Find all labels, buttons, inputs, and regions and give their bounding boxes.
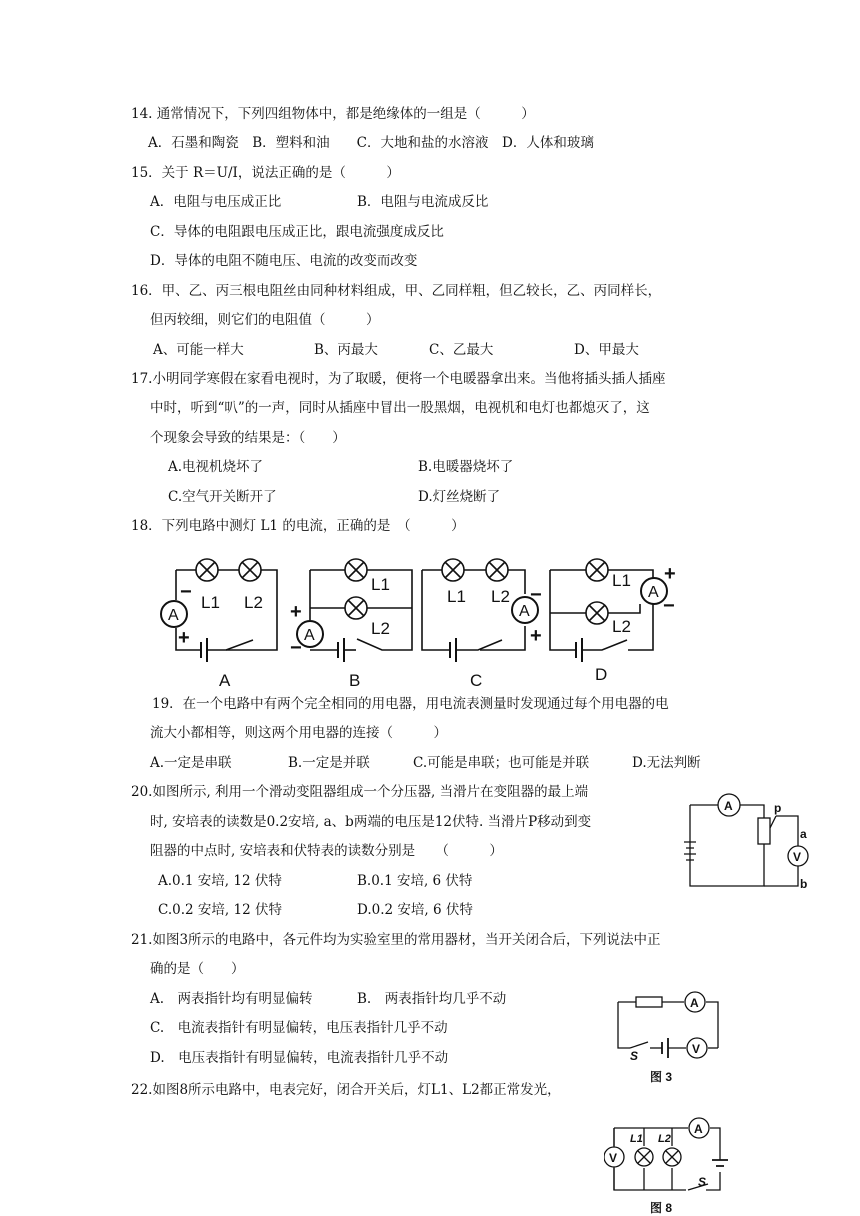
- q21-switch-label: S: [630, 1049, 639, 1063]
- q20-b-label: b: [800, 877, 808, 891]
- q17-stem-line1: 17.小明同学寒假在家看电视时，为了取暖，便将一个电暖器拿出来。当他将插头插人插座: [131, 371, 666, 387]
- q18-a-l2-label: L2: [244, 593, 263, 612]
- q15-option-d: D．导体的电阻不随电压、电流的改变而改变: [150, 253, 418, 269]
- q20-voltmeter-label: V: [793, 850, 802, 864]
- svg-text:+: +: [178, 627, 190, 649]
- q21-stem-line2: 确的是（ ）: [150, 961, 245, 977]
- q18-d-l1-label: L1: [612, 571, 631, 590]
- q15-option-b: B．电阻与电流成反比: [357, 194, 489, 210]
- q18-a-figure-label: A: [219, 671, 231, 690]
- q18-stem: 18．下列电路中测灯 L1 的电流，正确的是 （ ）: [131, 518, 465, 534]
- q17-option-a: A.电视机烧坏了: [168, 459, 264, 475]
- q20-stem-line3: 阻器的中点时, 安培表和伏特表的读数分别是 （ ）: [150, 843, 503, 859]
- q20-stem-line1: 20.如图所示, 利用一个滑动变阻器组成一个分压器, 当滑片在变阻器的最上端: [131, 784, 589, 800]
- svg-text:−: −: [530, 584, 542, 606]
- q20-a-label: a: [800, 827, 807, 841]
- q20-p-label: p: [774, 801, 782, 815]
- q19-option-c: C.可能是串联；也可能是并联: [413, 755, 590, 771]
- q20-option-c: C.0.2 安培, 12 伏特: [158, 902, 282, 918]
- svg-text:−: −: [290, 637, 302, 659]
- q18-b-l1-label: L1: [371, 575, 390, 594]
- q18-circuit-b: [297, 559, 412, 662]
- svg-text:−: −: [180, 581, 192, 603]
- q18-c-l1-label: L1: [447, 587, 466, 606]
- q19-option-a: A.一定是串联: [150, 755, 232, 771]
- q21-option-a: A. 两表指针均有明显偏转: [150, 991, 313, 1007]
- q17-option-d: D.灯丝烧断了: [418, 489, 501, 505]
- q22-switch-label: S: [698, 1175, 707, 1189]
- q21-stem-line1: 21.如图3所示的电路中，各元件均为实验室里的常用器材，当开关闭合后，下列说法中正: [131, 932, 661, 948]
- q18-c-l2-label: L2: [491, 587, 510, 606]
- q21-figure-3: [608, 990, 732, 1086]
- q15-stem: 15．关于 R＝U/I，说法正确的是（ ）: [131, 165, 400, 181]
- q18-d-figure-label: D: [595, 665, 608, 684]
- q21-figure-caption: 图 3: [650, 1070, 673, 1084]
- svg-text:+: +: [290, 601, 302, 623]
- q20-option-a: A.0.1 安培, 12 伏特: [158, 873, 282, 889]
- q18-b-figure-label: B: [349, 671, 361, 690]
- q18-circuit-d: [550, 559, 667, 662]
- q18-b-meter-label: A: [304, 627, 315, 644]
- q17-stem-line2: 中时，听到“叭”的一声，同时从插座中冒出一股黑烟，电视机和电灯也都熄灭了，这: [150, 400, 650, 416]
- q22-l2-label: L2: [658, 1133, 671, 1145]
- q16-option-a: A、可能一样大: [153, 342, 244, 358]
- q21-ammeter-label: A: [690, 996, 699, 1010]
- q19-stem-line1: 19．在一个电路中有两个完全相同的用电器，用电流表测量时发现通过每个用电器的电: [152, 696, 669, 712]
- q20-ammeter-label: A: [724, 799, 733, 813]
- svg-text:+: +: [664, 563, 676, 585]
- q18-c-figure-label: C: [470, 671, 483, 690]
- q14-stem: 14. 通常情况下，下列四组物体中，都是绝缘体的一组是（ ）: [131, 106, 535, 122]
- q22-figure-8: [604, 1112, 736, 1216]
- svg-text:−: −: [663, 595, 675, 617]
- q16-stem-line1: 16．甲、乙、丙三根电阻丝由同种材料组成，甲、乙同样粗，但乙较长，乙、丙同样长，: [131, 283, 662, 299]
- q22-figure-caption: 图 8: [650, 1201, 673, 1215]
- q18-circuit-figures: [150, 548, 690, 690]
- q16-option-b: B、丙最大: [314, 342, 378, 358]
- svg-text:+: +: [530, 625, 542, 647]
- q15-option-c: C．导体的电阻跟电压成正比，跟电流强度成反比: [150, 224, 444, 240]
- q16-option-d: D、甲最大: [574, 342, 639, 358]
- q18-a-meter-label: A: [168, 607, 179, 624]
- q20-option-b: B.0.1 安培, 6 伏特: [357, 873, 473, 889]
- q20-stem-line2: 时, 安培表的读数是0.2安培, a、b两端的电压是12伏特. 当滑片P移动到变: [150, 814, 592, 830]
- q19-option-b: B.一定是并联: [288, 755, 370, 771]
- q18-b-l2-label: L2: [371, 619, 390, 638]
- q22-ammeter-label: A: [694, 1122, 703, 1136]
- q18-d-l2-label: L2: [612, 617, 631, 636]
- q19-stem-line2: 流大小都相等，则这两个用电器的连接（ ）: [150, 725, 447, 741]
- q17-option-b: B.电暖器烧坏了: [418, 459, 514, 475]
- q18-a-l1-label: L1: [201, 593, 220, 612]
- q16-option-c: C、乙最大: [429, 342, 494, 358]
- q20-divider-circuit: [680, 792, 830, 896]
- q20-option-d: D.0.2 安培, 6 伏特: [357, 902, 473, 918]
- q22-stem: 22.如图8所示电路中，电表完好，闭合开关后，灯L1、L2都正常发光，: [131, 1082, 561, 1098]
- q16-stem-line2: 但丙较细，则它们的电阻值（ ）: [150, 312, 380, 328]
- q22-voltmeter-label: V: [609, 1151, 618, 1165]
- q17-option-c: C.空气开关断开了: [168, 489, 277, 505]
- q21-option-c: C. 电流表指针有明显偏转，电压表指针几乎不动: [150, 1020, 448, 1036]
- q21-option-b: B. 两表指针均几乎不动: [357, 991, 507, 1007]
- q14-options: A．石墨和陶瓷 B．塑料和油 C．大地和盐的水溶液 D．人体和玻璃: [148, 135, 594, 151]
- q18-c-meter-label: A: [519, 603, 530, 620]
- q15-option-a: A．电阻与电压成正比: [150, 194, 282, 210]
- q21-voltmeter-label: V: [692, 1042, 701, 1056]
- q17-stem-line3: 个现象会导致的结果是：（ ）: [150, 430, 346, 446]
- q22-l1-label: L1: [630, 1133, 643, 1145]
- q19-option-d: D.无法判断: [632, 755, 701, 771]
- q21-option-d: D. 电压表指针有明显偏转，电流表指针几乎不动: [150, 1050, 449, 1066]
- q18-d-meter-label: A: [648, 584, 659, 601]
